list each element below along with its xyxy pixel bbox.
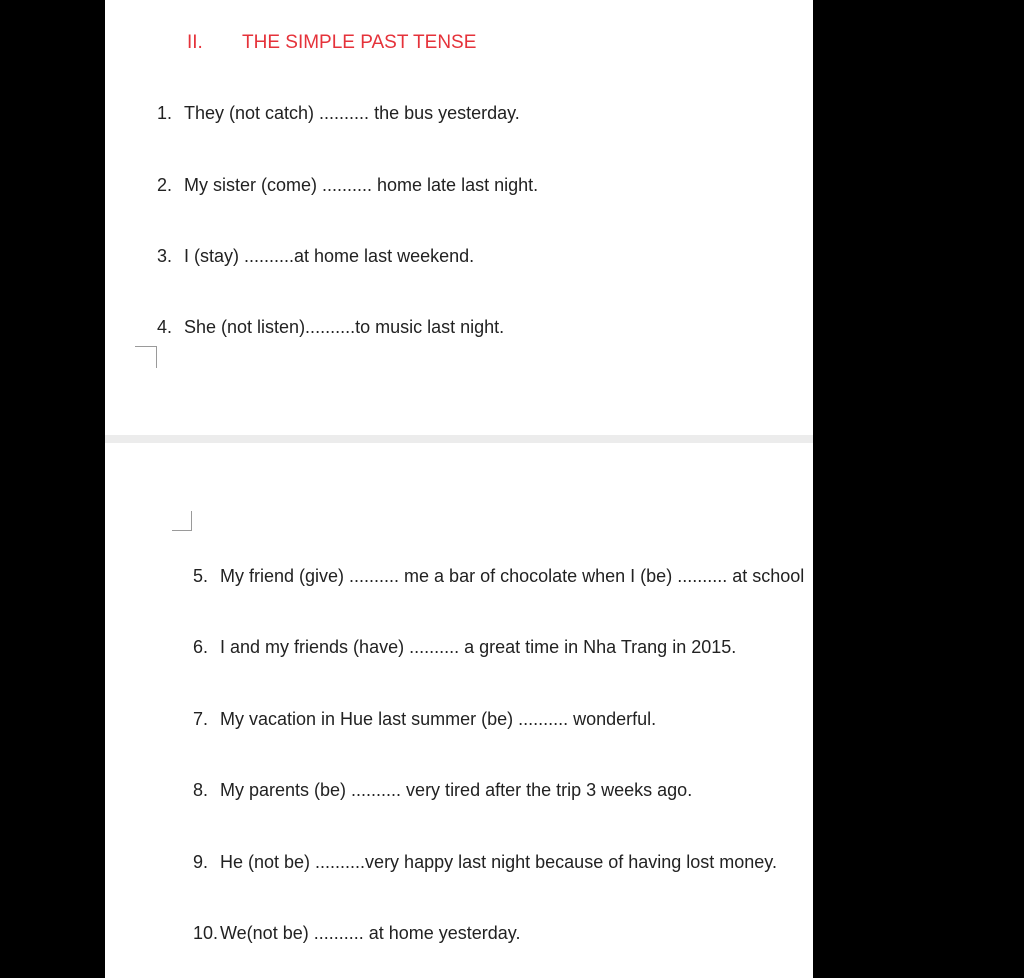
page-corner-marker-icon (135, 346, 157, 368)
exercise-item-3 (157, 246, 474, 267)
item-number: 6. (193, 637, 209, 657)
item-text: My sister (come) .......... home late last night. (184, 175, 539, 195)
item-text: My friend (give) .......... me a bar of chocolate when I (be) .......... at school (220, 566, 805, 586)
item-number: 5. (193, 566, 209, 586)
item-number: 1. (157, 103, 173, 123)
section-number: II. (187, 32, 203, 53)
section-title: THE SIMPLE PAST TENSE (242, 32, 477, 53)
exercise-item-5 (193, 566, 804, 587)
item-text: I and my friends (have) .......... a great time in Nha Trang in 2015. (220, 637, 737, 657)
exercise-item-1 (157, 103, 520, 124)
item-number: 7. (193, 709, 209, 729)
item-number: 10. (193, 923, 219, 943)
item-number: 8. (193, 780, 209, 800)
item-text: My vacation in Hue last summer (be) .......... wonderful. (220, 709, 657, 729)
item-text: He (not be) ..........very happy last night because of having lost money. (220, 852, 777, 872)
item-number: 4. (157, 317, 173, 337)
item-number: 9. (193, 852, 209, 872)
item-text: I (stay) ..........at home last weekend. (184, 246, 475, 266)
page-corner-marker-icon (172, 511, 192, 531)
section-heading (187, 32, 476, 54)
exercise-item-6 (193, 637, 736, 658)
document-page-1 (105, 0, 813, 435)
item-text: They (not catch) .......... the bus yesterday. (184, 103, 520, 123)
item-text: We(not be) .......... at home yesterday. (220, 923, 521, 943)
exercise-item-9 (193, 852, 777, 873)
exercise-item-8 (193, 780, 692, 801)
document-page-2 (105, 443, 813, 978)
exercise-item-4 (157, 317, 504, 338)
exercise-item-10 (193, 923, 520, 944)
exercise-item-7 (193, 709, 656, 730)
item-number: 3. (157, 246, 173, 266)
exercise-item-2 (157, 175, 538, 196)
item-text: My parents (be) .......... very tired after the trip 3 weeks ago. (220, 780, 693, 800)
item-text: She (not listen)..........to music last night. (184, 317, 505, 337)
page-separator (105, 435, 813, 443)
item-number: 2. (157, 175, 173, 195)
